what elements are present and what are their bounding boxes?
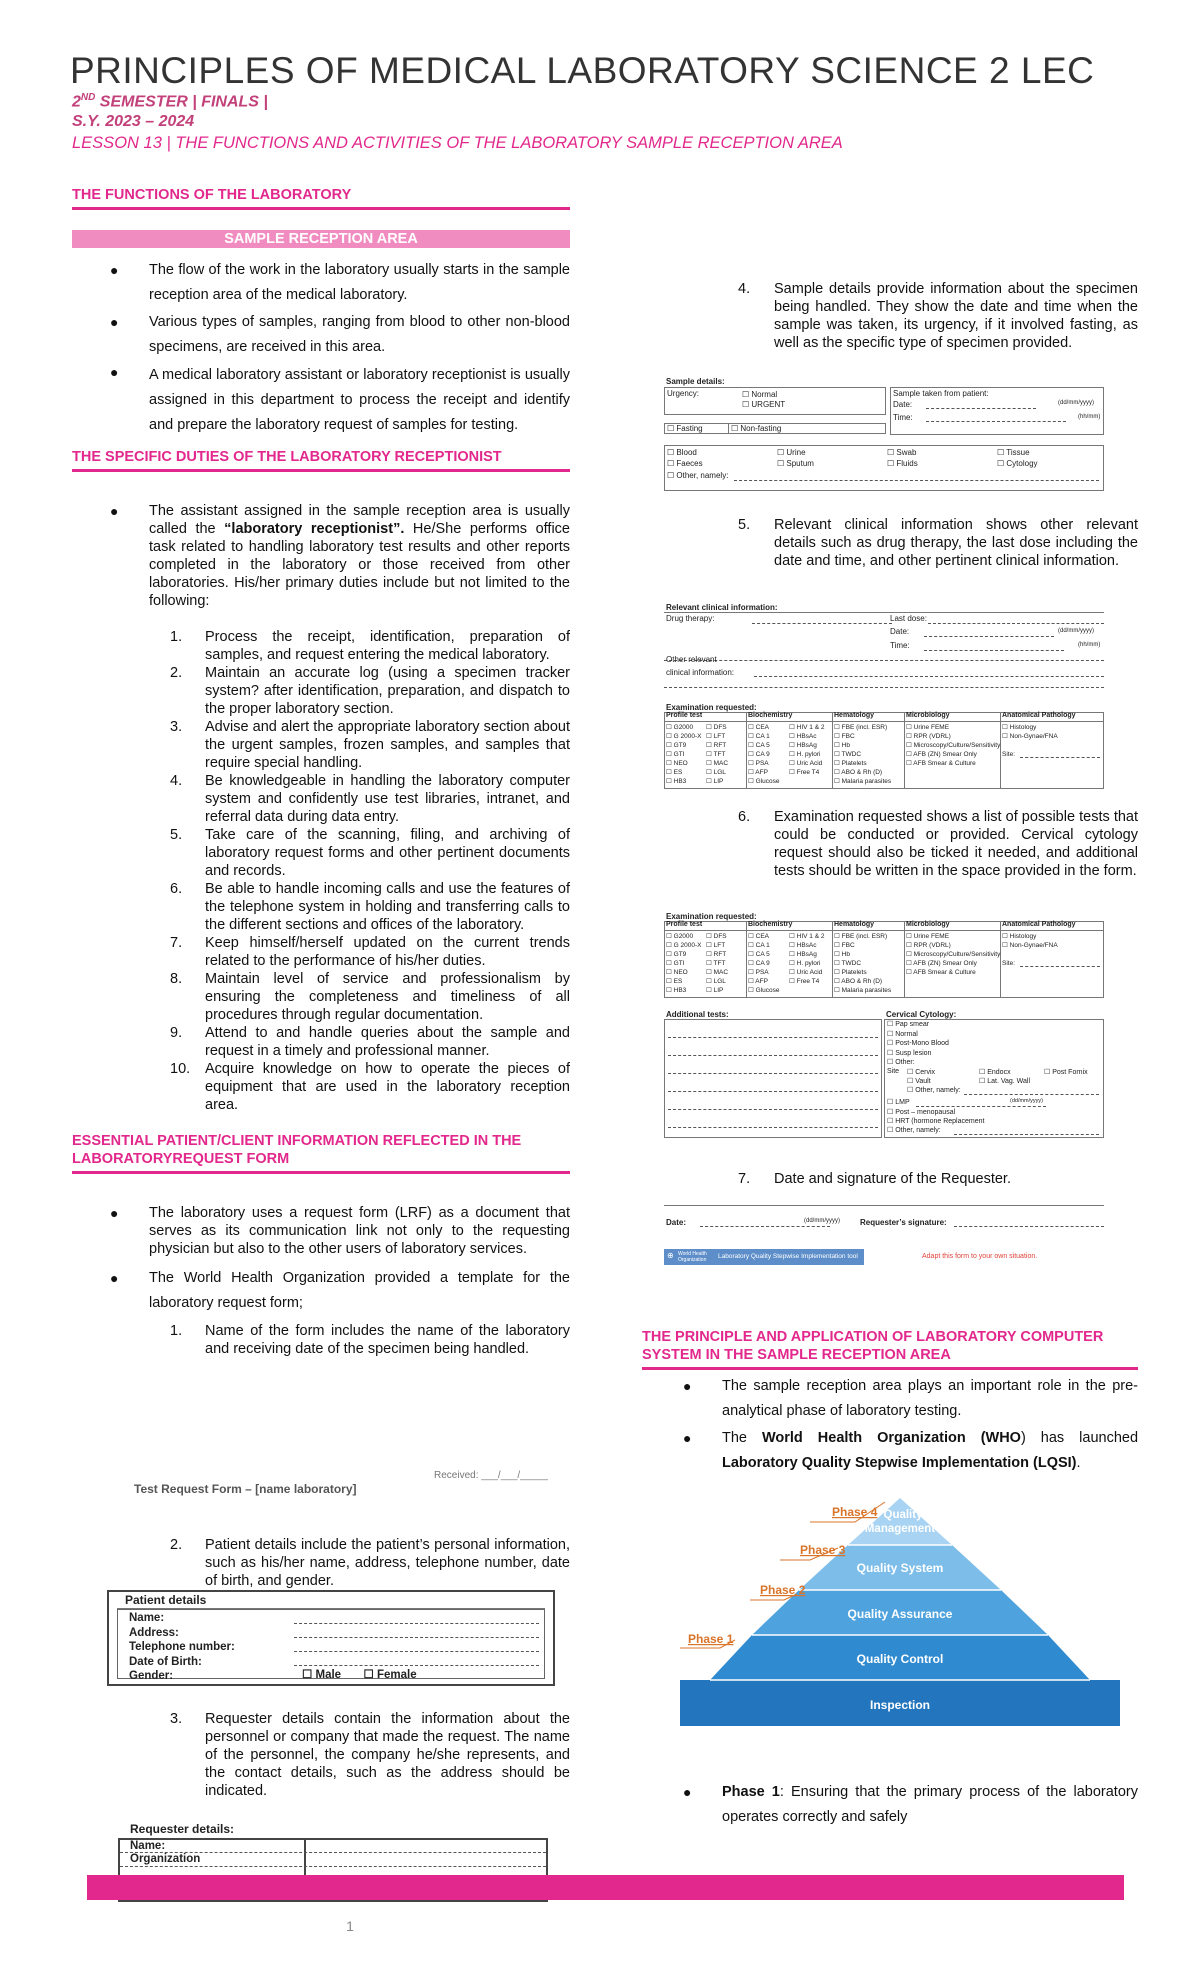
- cc-lat-vag: ☐ Lat. Vag. Wall: [979, 1078, 1031, 1085]
- sample-time-label: Time:: [893, 413, 913, 422]
- form-item-3-wrap: [72, 1710, 570, 1800]
- cc-item: ☐ Post-Mono Blood: [887, 1040, 949, 1047]
- bullet-item: ● The laboratory uses a request form (LRF) as a document that serves as its communication link not only to the requesting physician but also to the other users of laboratory services.: [72, 1204, 570, 1258]
- cc-site-label: Site: [887, 1068, 900, 1075]
- duty-text: Attend to and handle queries about the sample and request in a timely and professional manner.: [205, 1025, 570, 1059]
- urgent-option: ☐ URGENT: [742, 400, 786, 409]
- profile-test: ☐ DFS: [706, 724, 727, 731]
- profile-test: ☐ G 2000-X: [666, 733, 702, 740]
- duty-text: Advise and alert the appropriate laboratory section about the urgent samples, frozen samples, and samples that require special handling.: [205, 719, 570, 771]
- sample-date-label: Date:: [893, 400, 913, 409]
- biochem-test: ☐ H. pylori: [789, 751, 821, 758]
- semester-number: 2: [72, 93, 81, 111]
- phase-2-label: Phase 2: [760, 1583, 806, 1597]
- profile-test: ☐ MAC: [706, 969, 729, 976]
- duty-number: 10.: [170, 1061, 191, 1077]
- duty-text: Acquire knowledge on how to operate the pieces of equipment that are used in the laboratory reception area.: [205, 1061, 570, 1113]
- item-text: Patient details include the patient’s personal information, such as his/her name, address, telephone number, date of birth, and gender.: [205, 1537, 570, 1589]
- level-quality-system: Quality System: [856, 1561, 944, 1575]
- hema-test: ☐ FBE (incl. ESR): [834, 933, 888, 940]
- semester-line: [72, 92, 268, 111]
- b2-text: The: [722, 1430, 762, 1446]
- item-number: 2.: [170, 1537, 183, 1553]
- biochem-test: ☐ Glucose: [748, 778, 780, 785]
- patient-field-label: Date of Birth:: [129, 1655, 202, 1668]
- biochem-test: ☐ Uric Acid: [789, 969, 823, 976]
- duty-item: [72, 970, 570, 1024]
- b2-who: World Health Organization (WHO: [761, 1430, 1021, 1446]
- bullet-item: ● The World Health Organization provided a template for the laboratory request form;: [72, 1266, 570, 1316]
- item-text: Date and signature of the Requester.: [774, 1171, 1011, 1187]
- sig-date-format: (dd/mm/yyyy): [804, 1218, 840, 1224]
- micro-test: ☐ AFB Smear & Culture: [906, 760, 976, 767]
- exam-header: Hematology: [834, 712, 875, 719]
- clinical-time-label: Time:: [890, 641, 910, 650]
- lesson-title: LESSON 13 | THE FUNCTIONS AND ACTIVITIES OF THE LABORATORY SAMPLE RECEPTION AREA: [72, 134, 843, 152]
- anat-site: Site:: [1002, 960, 1016, 967]
- exam-header: Biochemistry: [748, 712, 793, 719]
- exam-header: Profile test: [666, 712, 703, 719]
- phase-3-label: Phase 3: [800, 1543, 846, 1557]
- hema-test: ☐ Malaria parasites: [834, 987, 892, 994]
- exam-divider: [746, 921, 747, 998]
- hema-test: ☐ Malaria parasites: [834, 778, 892, 785]
- micro-test: ☐ AFB Smear & Culture: [906, 969, 976, 976]
- hema-test: ☐ FBE (incl. ESR): [834, 724, 888, 731]
- micro-test: ☐ AFB (ZN) Smear Only: [906, 960, 977, 967]
- right-item-6: [642, 808, 1138, 880]
- cc-vault: ☐ Vault: [907, 1078, 931, 1085]
- bullet-item: ● Various types of samples, ranging from blood to other non-blood specimens, are received in this area.: [72, 310, 570, 360]
- biochem-test: ☐ HIV 1 & 2: [789, 933, 825, 940]
- biochem-test: ☐ Glucose: [748, 987, 780, 994]
- cervical-cytology-label: Cervical Cytology:: [886, 1010, 957, 1019]
- exam-header: Profile test: [666, 921, 703, 928]
- anat-test: ☐ Non-Gynae/FNA: [1002, 942, 1058, 949]
- section-functions-title: THE FUNCTIONS OF THE LABORATORY: [72, 186, 570, 210]
- item-number: 7.: [738, 1171, 751, 1187]
- patient-form-title: Patient details: [125, 1593, 207, 1607]
- patient-field-label: Telephone number:: [129, 1641, 235, 1653]
- requester-org-label: Organization: [130, 1853, 201, 1865]
- exam-header: Hematology: [834, 921, 875, 928]
- exam-requested-form-2: [664, 912, 1104, 998]
- item-number: 4.: [738, 281, 751, 297]
- type-urine: ☐ Urine: [777, 448, 806, 457]
- duty-item: [72, 718, 570, 772]
- clinical-time-format: (hh/mm): [1078, 642, 1101, 648]
- fasting-option: ☐ Fasting: [667, 424, 703, 433]
- bullet-item: ● The sample reception area plays an important role in the pre-analytical phase of laboratory testing.: [642, 1374, 1138, 1424]
- semester-text: SEMESTER | FINALS |: [95, 93, 268, 111]
- biochem-test: ☐ AFP: [748, 978, 768, 985]
- duty-number: 2.: [170, 665, 183, 681]
- taken-label: Sample taken from patient:: [893, 389, 989, 398]
- form-item-6: [642, 808, 1138, 880]
- sample-date-format: (dd/mm/yyyy): [1058, 400, 1094, 406]
- profile-test: ☐ G2000: [666, 933, 694, 940]
- biochem-test: ☐ CA 9: [748, 960, 770, 967]
- type-other: ☐ Other, namely:: [667, 471, 729, 480]
- biochem-test: ☐ CEA: [748, 724, 769, 731]
- signature-form: [664, 1203, 1104, 1265]
- sample-reception-bar: SAMPLE RECEPTION AREA: [72, 230, 570, 248]
- test-request-form-image: [134, 1470, 548, 1510]
- cc-other-namely: ☐ Other, namely:: [907, 1087, 961, 1094]
- adapt-note: Adapt this form to your own situation.: [922, 1253, 1038, 1260]
- hema-test: ☐ Hb: [834, 742, 850, 749]
- duty-item: [72, 628, 570, 664]
- anat-test: ☐ Histology: [1002, 933, 1037, 940]
- b2-mid: ) has launched: [1020, 1430, 1139, 1446]
- right-section-4: [642, 1328, 1138, 1476]
- micro-test: ☐ Urine FEME: [906, 724, 950, 731]
- exam-divider: [832, 921, 833, 998]
- exam-divider: [1000, 712, 1001, 789]
- duty-number: 8.: [170, 971, 183, 987]
- type-fluids: ☐ Fluids: [887, 459, 918, 468]
- anat-test: ☐ Histology: [1002, 724, 1037, 731]
- profile-test: ☐ NEO: [666, 969, 688, 976]
- biochem-test: ☐ Uric Acid: [789, 760, 823, 767]
- type-faeces: ☐ Faeces: [667, 459, 703, 468]
- anat-site-line: [1020, 757, 1100, 758]
- cc-lmp-format: (dd/mm/yyyy): [1010, 1098, 1043, 1104]
- exam-divider: [746, 712, 747, 789]
- male-option: Male: [315, 1669, 342, 1681]
- hema-test: ☐ Platelets: [834, 969, 867, 976]
- duty-number: 5.: [170, 827, 183, 843]
- item-number: 1.: [170, 1323, 183, 1339]
- bullet-item: [72, 363, 570, 438]
- profile-test: ☐ LGL: [706, 769, 726, 776]
- sample-form-title: Sample details:: [666, 377, 725, 386]
- exam-header: Biochemistry: [748, 921, 793, 928]
- exam-divider: [832, 712, 833, 789]
- duty-item: [72, 772, 570, 826]
- duty-item: [72, 934, 570, 970]
- cc-endocx: ☐ Endocx: [979, 1069, 1011, 1076]
- cc-item: ☐ Other:: [887, 1059, 915, 1066]
- micro-test: ☐ AFB (ZN) Smear Only: [906, 751, 977, 758]
- level-quality-control: Quality Control: [856, 1652, 944, 1666]
- hema-test: ☐ ABO & Rh (D): [834, 978, 883, 985]
- exam-header-line: [664, 721, 1104, 722]
- micro-test: ☐ RPR (VDRL): [906, 942, 951, 949]
- patient-field-labels: [129, 1611, 235, 1684]
- type-tissue: ☐ Tissue: [997, 448, 1030, 457]
- gender-options: ☐ Male ☐ Female: [302, 1669, 417, 1681]
- biochem-test: ☐ HIV 1 & 2: [789, 724, 825, 731]
- anat-site: Site:: [1002, 751, 1016, 758]
- clinical-form-title: Relevant clinical information:: [666, 603, 778, 612]
- level-quality-management: Quality Management: [864, 1509, 936, 1535]
- profile-test: ☐ G2000: [666, 724, 694, 731]
- phase-1-bold: Phase 1: [722, 1784, 780, 1800]
- sig-label: Requester’s signature:: [860, 1218, 947, 1227]
- biochem-test: ☐ HBsAg: [789, 742, 817, 749]
- biochem-test: ☐ HBsAc: [789, 942, 817, 949]
- exam-divider: [904, 921, 905, 998]
- item-text: Examination requested shows a list of possible tests that could be conducted or provided. Cervical cytology request should also be ticked it needed, and additional tests should be written in the space provided in the form.: [774, 809, 1138, 879]
- duty-text: Process the receipt, identification, preparation of samples, and request entering the medical laboratory.: [205, 629, 570, 663]
- hema-test: ☐ ABO & Rh (D): [834, 769, 883, 776]
- duty-item: [72, 880, 570, 934]
- phase-1-description: [642, 1780, 1138, 1830]
- requester-name-label: Name:: [130, 1840, 166, 1852]
- bullet-item: ● The flow of the work in the laboratory usually starts in the sample reception area of the medical laboratory.: [72, 258, 570, 308]
- lqsi-pyramid: [680, 1490, 1120, 1750]
- biochem-test: ☐ H. pylori: [789, 960, 821, 967]
- biochem-test: ☐ PSA: [748, 969, 769, 976]
- cc-post-fornix: ☐ Post Fornix: [1044, 1069, 1088, 1076]
- item-number: 5.: [738, 517, 751, 533]
- biochem-test: ☐ CA 1: [748, 733, 770, 740]
- type-sputum: ☐ Sputum: [777, 459, 814, 468]
- form-item-3: [72, 1710, 570, 1800]
- hema-test: ☐ TWDC: [834, 751, 862, 758]
- form-item-2: [72, 1536, 570, 1590]
- exam-divider: [904, 712, 905, 789]
- phase-1-label: Phase 1: [688, 1632, 734, 1646]
- profile-test: ☐ TFT: [706, 960, 726, 967]
- profile-test: ☐ G 2000-X: [666, 942, 702, 949]
- profile-test: ☐ GTI: [666, 960, 685, 967]
- cc-lmp: ☐ LMP: [887, 1099, 910, 1106]
- section-computer-system-title: THE PRINCIPLE AND APPLICATION OF LABORATORY COMPUTER SYSTEM IN THE SAMPLE RECEPTION AREA: [642, 1328, 1138, 1370]
- item-number: 3.: [170, 1711, 183, 1727]
- exam-header: Anatomical Pathology: [1002, 921, 1076, 928]
- right-item-4: [642, 280, 1138, 352]
- patient-field-label: Gender:: [129, 1670, 174, 1682]
- who-logo-icon: ⊕: [667, 1251, 674, 1260]
- profile-test: ☐ HB3: [666, 987, 687, 994]
- biochem-test: ☐ AFP: [748, 769, 768, 776]
- duty-item: [72, 1060, 570, 1114]
- profile-test: ☐ ES: [666, 978, 683, 985]
- cc-post-meno: ☐ Post – menopausal: [887, 1109, 956, 1116]
- intro-text: The assistant assigned in the sample reception area is usually called the: [149, 503, 570, 537]
- level-inspection: Inspection: [869, 1698, 931, 1712]
- clinical-date-format: (dd/mm/yyyy): [1058, 628, 1094, 634]
- hema-test: ☐ FBC: [834, 733, 855, 740]
- nonfasting-option: ☐ Non-fasting: [731, 424, 782, 433]
- biochem-test: ☐ Free T4: [789, 978, 820, 985]
- biochem-test: ☐ Free T4: [789, 769, 820, 776]
- profile-test: ☐ HB3: [666, 778, 687, 785]
- duty-item: [72, 664, 570, 718]
- intro-bold: “laboratory receptionist”.: [224, 521, 405, 537]
- biochem-test: ☐ HBsAc: [789, 733, 817, 740]
- received-date: Received: ___/___/_____: [434, 1470, 548, 1481]
- duty-item: [72, 826, 570, 880]
- cc-item: ☐ Normal: [887, 1030, 918, 1038]
- b2-lqsi: Laboratory Quality Stepwise Implementation (LQSI): [722, 1455, 1077, 1471]
- exam-divider: [1000, 921, 1001, 998]
- duty-item: [72, 1024, 570, 1060]
- profile-test: ☐ DFS: [706, 933, 727, 940]
- cc-other2: ☐ Other, namely:: [887, 1127, 941, 1134]
- normal-option: ☐ Normal: [742, 390, 778, 399]
- urgency-label: Urgency:: [667, 389, 700, 398]
- cc-cervix: ☐ Cervix: [907, 1069, 936, 1076]
- who-name: World Health Organization: [678, 1251, 707, 1263]
- left-column: [72, 186, 570, 1358]
- form-item-4: [642, 280, 1138, 352]
- duty-number: 9.: [170, 1025, 183, 1041]
- profile-test: ☐ LIP: [706, 987, 724, 994]
- section-duties-title: THE SPECIFIC DUTIES OF THE LABORATORY RECEPTIONIST: [72, 448, 570, 472]
- hema-test: ☐ TWDC: [834, 960, 862, 967]
- page-number: 1: [346, 1918, 354, 1934]
- hema-test: ☐ FBC: [834, 942, 855, 949]
- additional-tests-label: Additional tests:: [666, 1010, 729, 1019]
- duties-list: [72, 628, 570, 1114]
- item-text: Requester details contain the information about the personnel or company that made the request. The name of the personnel, the company he/she represents, and the contact details, such as the address should be indicated.: [205, 1711, 570, 1799]
- bullet-item: [642, 1426, 1138, 1476]
- micro-test: ☐ Urine FEME: [906, 933, 950, 940]
- duty-number: 3.: [170, 719, 183, 735]
- patient-field-label: Address:: [129, 1626, 179, 1639]
- clinical-info-label: clinical information:: [666, 668, 735, 677]
- form-item-2-wrap: [72, 1536, 570, 1590]
- last-dose-label: Last dose:: [890, 614, 927, 623]
- duty-text: Take care of the scanning, filing, and archiving of laboratory request forms and other pertinent documents and records.: [205, 827, 570, 879]
- intro-text-end: He/She performs office task related to handling laboratory test results and other reports completed in the laboratory or those received from other laboratories. His/her primary duties include but not limited to the following:: [149, 521, 570, 609]
- bullet-item: [72, 502, 570, 610]
- item-text: Name of the form includes the name of the laboratory and receiving date of the specimen being handled.: [205, 1323, 570, 1357]
- profile-test: ☐ LIP: [706, 778, 724, 785]
- duty-text: Be able to handle incoming calls and use the features of the telephone system in holding and transferring calls to the different sections and offices of the laboratory.: [205, 881, 570, 933]
- cc-item: ☐ Susp lesion: [887, 1049, 932, 1057]
- biochem-test: ☐ CA 5: [748, 742, 770, 749]
- form-item-5: [642, 516, 1138, 570]
- clinical-date-label: Date:: [890, 627, 910, 636]
- cc-hrt: ☐ HRT (hormone Replacement: [887, 1118, 985, 1125]
- page-title: PRINCIPLES OF MEDICAL LABORATORY SCIENCE 2 LEC: [70, 50, 1095, 91]
- micro-test: ☐ RPR (VDRL): [906, 733, 951, 740]
- right-item-5: [642, 516, 1138, 570]
- exam-header: Microbiology: [906, 712, 950, 719]
- exam-header: Microbiology: [906, 921, 950, 928]
- biochem-test: ☐ HBsAg: [789, 951, 817, 958]
- other-relevant-label: Other relevant: [666, 655, 717, 664]
- micro-test: ☐ Microscopy/Culture/Sensitivity: [906, 951, 1001, 958]
- b2-end: .: [1076, 1455, 1081, 1471]
- item-text: Sample details provide information about the specimen being handled. They show the date and time when the sample was taken, its urgency, if it involved fasting, as well as the specific type of specimen provided.: [774, 281, 1138, 351]
- type-cytology: ☐ Cytology: [997, 459, 1038, 468]
- duty-text: Maintain level of service and professionalism by ensuring the completeness and timeliness of all procedures through regular documentation.: [205, 971, 570, 1023]
- anat-test: ☐ Non-Gynae/FNA: [1002, 733, 1058, 740]
- biochem-test: ☐ CA 9: [748, 751, 770, 758]
- duty-text: Maintain an accurate log (using a specimen tracker system? after identification, preparation, and dispatch to the proper laboratory section.: [205, 665, 570, 717]
- item-text: Relevant clinical information shows other relevant details such as drug therapy, the last dose including the date and time, and other pertinent clinical information.: [774, 517, 1138, 569]
- level-quality-assurance: Quality Assurance: [847, 1607, 953, 1621]
- duty-number: 4.: [170, 773, 183, 789]
- profile-test: ☐ NEO: [666, 760, 688, 767]
- patient-field-label: Name:: [129, 1612, 165, 1624]
- bullet-item: [642, 1780, 1138, 1830]
- form-item-1: [72, 1322, 570, 1358]
- footer-bar: [87, 1875, 1124, 1900]
- additional-tests-form: [664, 1010, 1104, 1138]
- type-blood: ☐ Blood: [667, 448, 697, 457]
- profile-test: ☐ GTI: [666, 751, 685, 758]
- phase-1-text: : Ensuring that the primary process of the laboratory operates correctly and safely: [722, 1784, 1138, 1825]
- hema-test: ☐ Hb: [834, 951, 850, 958]
- exam-title: Examination requested:: [666, 912, 757, 921]
- phase-4-label: Phase 4: [832, 1505, 878, 1519]
- form-item-7: [642, 1170, 1138, 1188]
- biochem-test: ☐ PSA: [748, 760, 769, 767]
- bullet-text: ● A medical laboratory assistant or laboratory receptionist is usually assigned in this department to process the receipt and identify and prepare the laboratory request of samples for testing.: [149, 367, 570, 433]
- section-essential-title: ESSENTIAL PATIENT/CLIENT INFORMATION REFLECTED IN THE LABORATORYREQUEST FORM: [72, 1132, 570, 1174]
- exam-requested-form-1: [664, 703, 1104, 789]
- micro-test: ☐ Microscopy/Culture/Sensitivity: [906, 742, 1001, 749]
- profile-test: ☐ LFT: [706, 733, 726, 740]
- test-request-form-title: Test Request Form – [name laboratory]: [134, 1482, 357, 1496]
- sample-details-form: [664, 377, 1104, 495]
- right-item-7: [642, 1170, 1138, 1188]
- lqsi-banner-text: Laboratory Quality Stepwise Implementation tool: [718, 1253, 858, 1260]
- duty-number: 6.: [170, 881, 183, 897]
- patient-details-form: [107, 1590, 555, 1686]
- biochem-test: ☐ CA 5: [748, 951, 770, 958]
- profile-test: ☐ ES: [666, 769, 683, 776]
- sample-time-format: (hh/mm): [1078, 414, 1101, 420]
- profile-test: ☐ MAC: [706, 760, 729, 767]
- sig-date-label: Date:: [666, 1218, 687, 1227]
- exam-header: Anatomical Pathology: [1002, 712, 1076, 719]
- profile-test: ☐ LGL: [706, 978, 726, 985]
- cervical-items: [887, 1020, 949, 1068]
- profile-test: ☐ RFT: [706, 742, 727, 749]
- drug-therapy-label: Drug therapy:: [666, 614, 715, 623]
- duty-number: 1.: [170, 629, 183, 645]
- anat-site-line: [1020, 966, 1100, 967]
- duty-text: Keep himself/herself updated on the current trends related to the performance of his/her duties.: [205, 935, 570, 969]
- semester-suffix: ND: [80, 92, 96, 103]
- school-year: S.Y. 2023 – 2024: [72, 113, 195, 130]
- hema-test: ☐ Platelets: [834, 760, 867, 767]
- profile-test: ☐ LFT: [706, 942, 726, 949]
- item-number: 6.: [738, 809, 751, 825]
- exam-header-line: [664, 930, 1104, 931]
- biochem-test: ☐ CA 1: [748, 942, 770, 949]
- profile-test: ☐ GT9: [666, 951, 687, 958]
- female-option: Female: [376, 1669, 417, 1681]
- requester-form-title: Requester details:: [130, 1822, 235, 1836]
- type-swab: ☐ Swab: [887, 448, 917, 457]
- biochem-test: ☐ CEA: [748, 933, 769, 940]
- profile-test: ☐ TFT: [706, 751, 726, 758]
- duty-number: 7.: [170, 935, 183, 951]
- who-banner: [664, 1249, 864, 1265]
- duty-text: Be knowledgeable in handling the laboratory computer system and confidently use test libraries, intranet, and referral data during data entry.: [205, 773, 570, 825]
- profile-test: ☐ GT9: [666, 742, 687, 749]
- cc-item: ☐ Pap smear: [887, 1021, 930, 1028]
- exam-title: Examination requested:: [666, 703, 757, 712]
- profile-test: ☐ RFT: [706, 951, 727, 958]
